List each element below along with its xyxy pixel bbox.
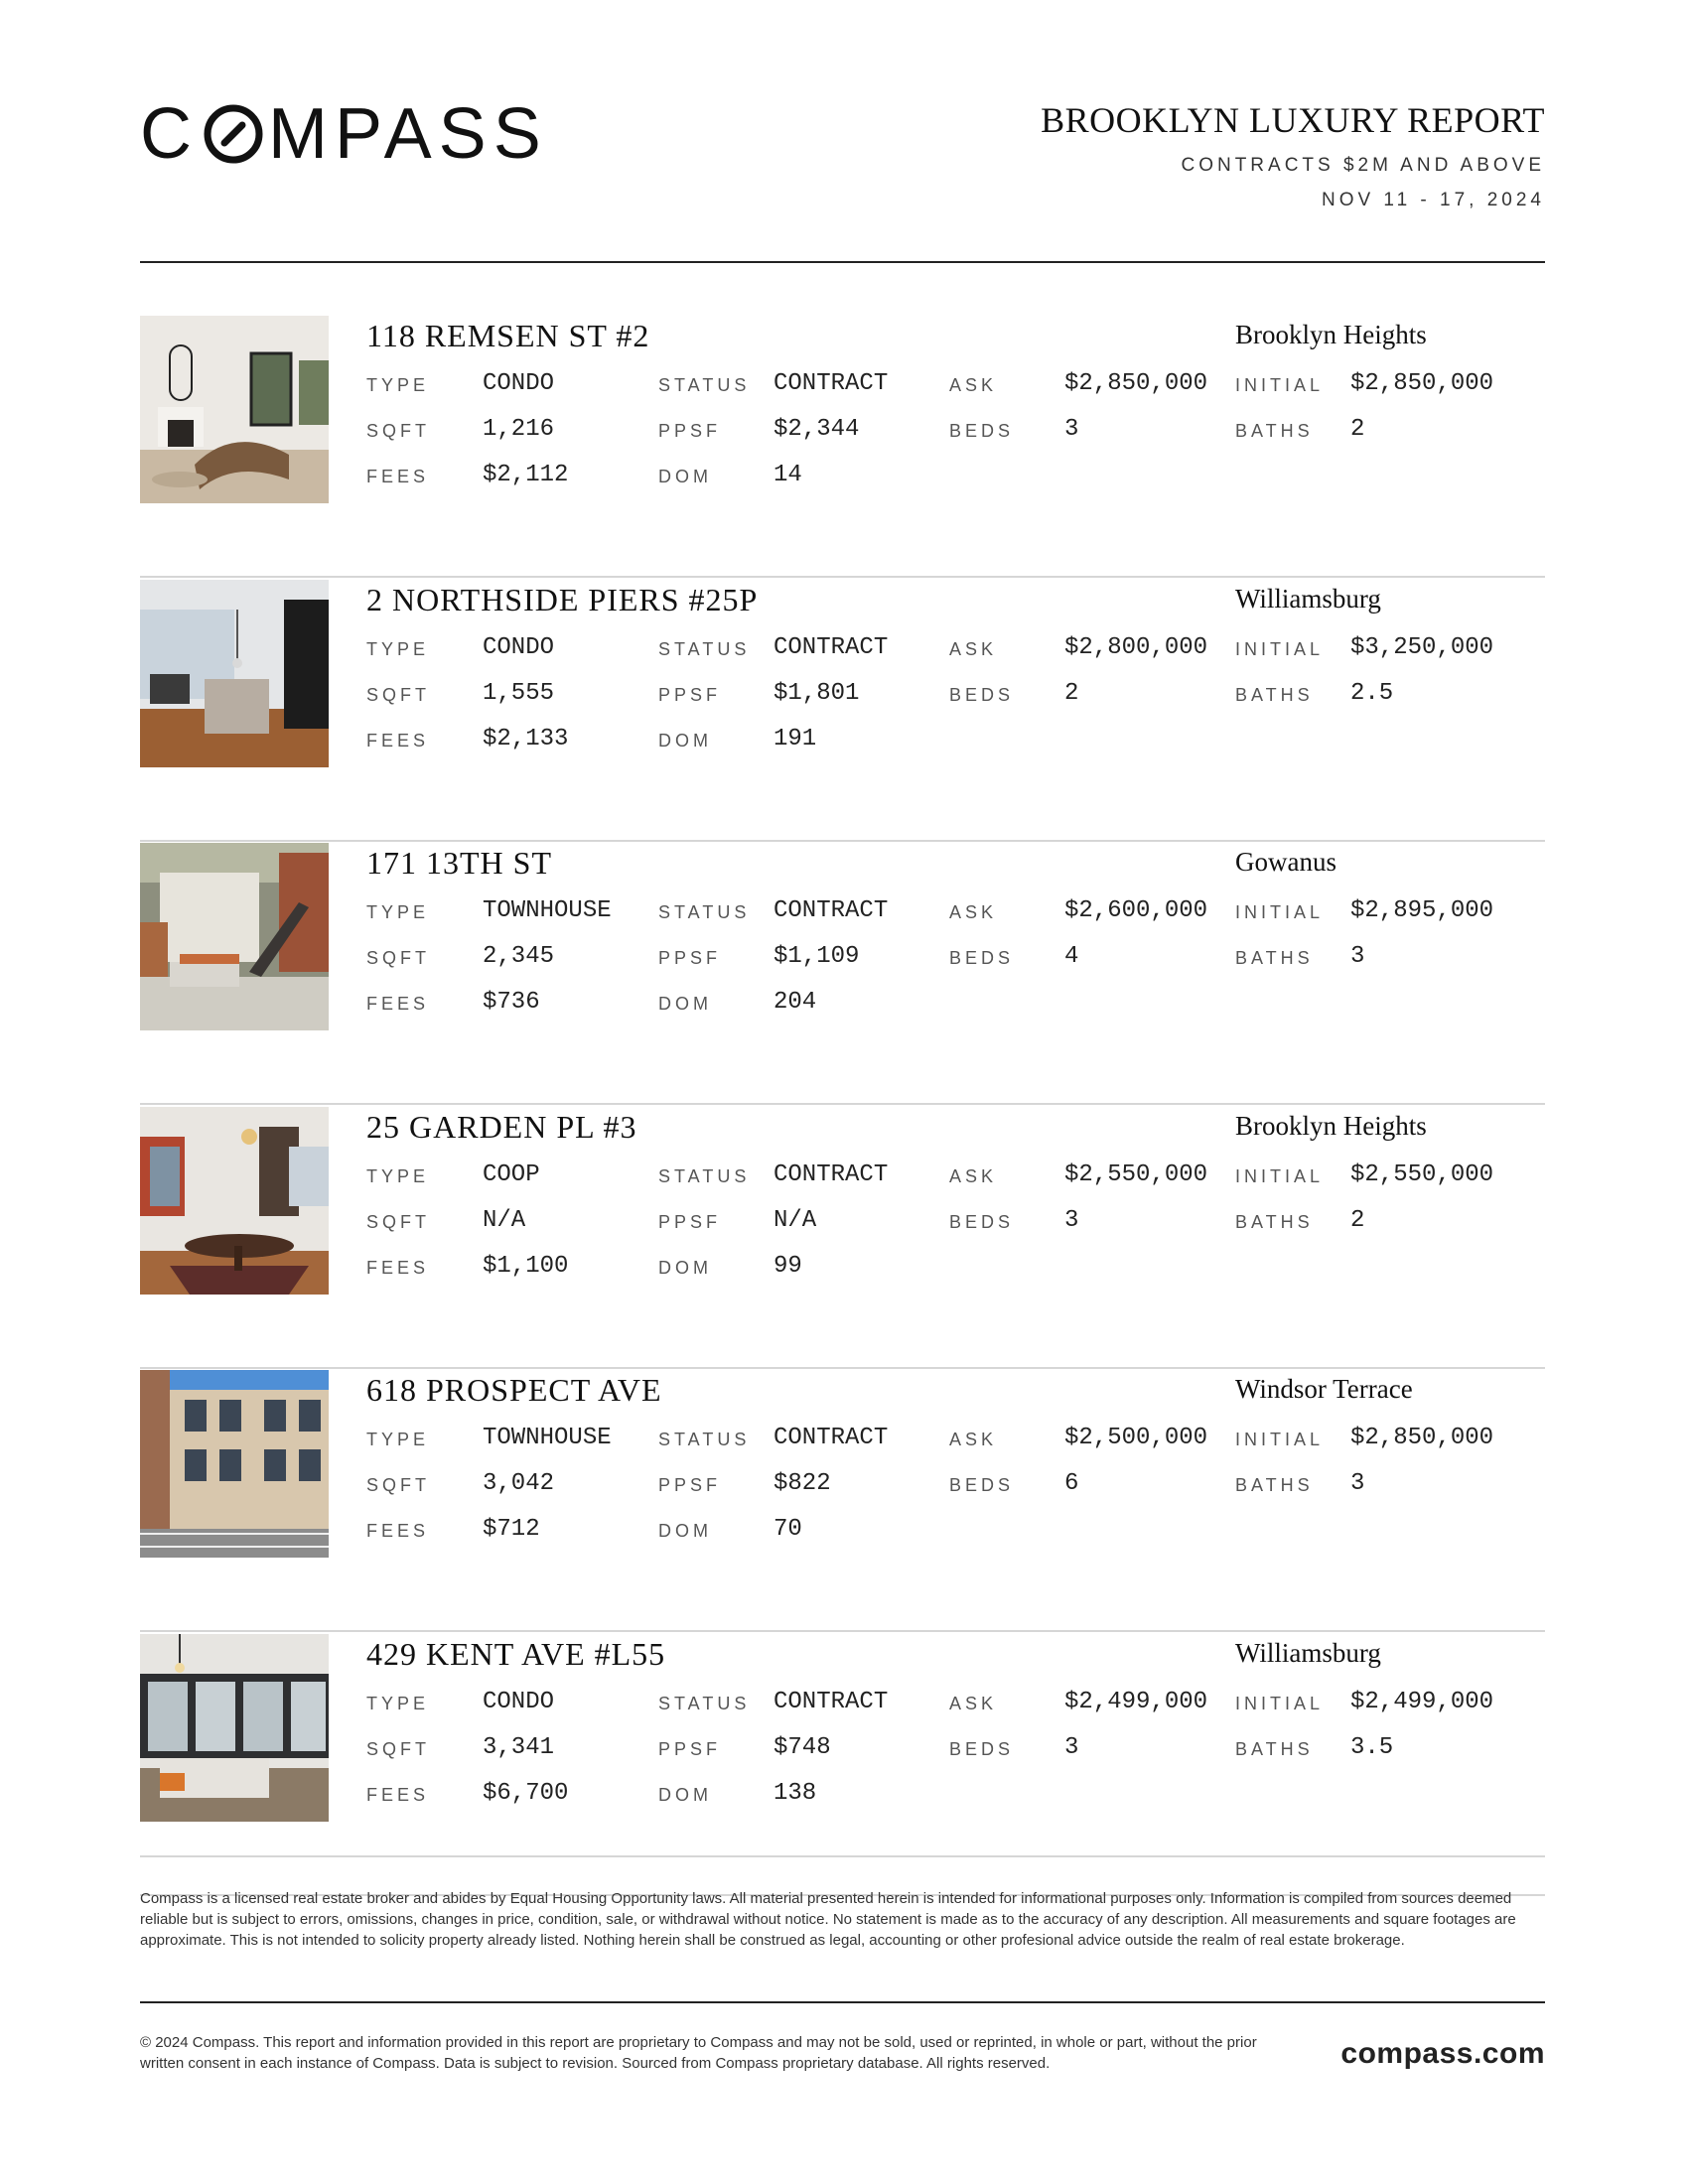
label-sqft: SQFT <box>366 1475 430 1495</box>
value-initial: $2,499,000 <box>1350 1688 1494 1715</box>
property-photo-image <box>140 316 329 503</box>
label-fees: FEES <box>366 730 430 751</box>
value-dom: 191 <box>774 725 817 752</box>
value-status: CONTRACT <box>774 897 889 924</box>
value-ask: $2,850,000 <box>1064 370 1208 397</box>
compass-logo: C MPASS <box>140 94 548 174</box>
label-ppsf: PPSF <box>658 1475 722 1495</box>
report-title: BROOKLYN LUXURY REPORT <box>1041 100 1545 140</box>
label-dom: DOM <box>658 1257 712 1278</box>
listing-address[interactable]: 618 PROSPECT AVE <box>366 1372 662 1408</box>
label-type: TYPE <box>366 375 430 395</box>
value-fees: $712 <box>483 1516 540 1543</box>
label-ask: ASK <box>949 1165 998 1186</box>
value-baths: 2.5 <box>1350 679 1394 707</box>
label-status: STATUS <box>658 1165 751 1186</box>
label-status: STATUS <box>658 638 751 659</box>
label-dom: DOM <box>658 994 712 1014</box>
value-type: CONDO <box>483 370 555 397</box>
listing-neighborhood: Windsor Terrace <box>1235 1374 1413 1404</box>
value-baths: 2 <box>1350 1206 1365 1234</box>
listing-address[interactable]: 118 REMSEN ST #2 <box>366 318 650 353</box>
value-type: TOWNHOUSE <box>483 1425 612 1451</box>
label-type: TYPE <box>366 902 430 922</box>
label-beds: BEDS <box>949 948 1015 968</box>
label-type: TYPE <box>366 1693 430 1713</box>
listing-divider <box>140 576 1545 578</box>
label-ask: ASK <box>949 375 998 395</box>
label-status: STATUS <box>658 375 751 395</box>
label-beds: BEDS <box>949 1738 1015 1759</box>
label-initial: INITIAL <box>1235 375 1325 395</box>
label-ask: ASK <box>949 1693 998 1713</box>
value-beds: 3 <box>1064 416 1079 443</box>
listing-neighborhood: Williamsburg <box>1235 583 1381 614</box>
value-status: CONTRACT <box>774 1425 889 1451</box>
listing-address[interactable]: 429 KENT AVE #L55 <box>366 1635 666 1672</box>
value-dom: 70 <box>774 1516 802 1543</box>
listing-row <box>140 580 1545 842</box>
label-status: STATUS <box>658 902 751 922</box>
value-sqft: 3,341 <box>483 1733 555 1761</box>
label-type: TYPE <box>366 1165 430 1186</box>
listing-neighborhood: Williamsburg <box>1235 1637 1381 1668</box>
property-photo-image <box>140 1634 329 1822</box>
label-sqft: SQFT <box>366 421 430 441</box>
listing-neighborhood: Gowanus <box>1235 847 1336 877</box>
value-initial: $2,895,000 <box>1350 897 1494 924</box>
legal-disclaimer: Compass is a licensed real estate broker and abides by Equal Housing Opportunity laws. All material presented herein is intended for informational purposes only. Information is compiled from sources deemed reliable but is subject to errors, omissions, changes in price, condition, sale, or withdrawal without notice. No statement is made as to the accuracy of any description. All measurements and square footages are approximate. This is not intended to solicity property already listed. Nothing herein shall be construed as legal, accounting or other profesional advice outside the realm of real estate brokerage. <box>140 1890 1516 1949</box>
label-ppsf: PPSF <box>658 421 722 441</box>
label-sqft: SQFT <box>366 948 430 968</box>
label-dom: DOM <box>658 1521 712 1541</box>
listings-end-divider <box>140 1855 1545 1857</box>
label-baths: BATHS <box>1235 421 1314 441</box>
label-beds: BEDS <box>949 1211 1015 1232</box>
label-ask: ASK <box>949 902 998 922</box>
value-beds: 3 <box>1064 1733 1079 1761</box>
listing-row <box>140 316 1545 578</box>
copyright-notice: © 2024 Compass. This report and information provided in this report are proprietary to Compass and may not be sold, used or reprinted, in whole or part, without the prior written consent in each instance of Compass. Data is subject to revision. Sourced from Compass proprietary database. All rights reserved. <box>140 2034 1257 2072</box>
value-sqft: N/A <box>483 1206 526 1234</box>
label-dom: DOM <box>658 1784 712 1805</box>
value-status: CONTRACT <box>774 370 889 397</box>
report-subtitle: CONTRACTS $2M AND ABOVE <box>1181 155 1545 176</box>
value-sqft: 3,042 <box>483 1470 555 1497</box>
label-ppsf: PPSF <box>658 948 722 968</box>
label-type: TYPE <box>366 638 430 659</box>
value-initial: $2,550,000 <box>1350 1160 1494 1188</box>
listing-row <box>140 1370 1545 1632</box>
listing-row <box>140 843 1545 1105</box>
label-sqft: SQFT <box>366 1211 430 1232</box>
label-ppsf: PPSF <box>658 1211 722 1232</box>
label-ppsf: PPSF <box>658 684 722 705</box>
label-initial: INITIAL <box>1235 902 1325 922</box>
value-ppsf: $1,109 <box>774 943 860 970</box>
value-fees: $736 <box>483 989 540 1016</box>
property-photo-image <box>140 843 329 1030</box>
label-ask: ASK <box>949 638 998 659</box>
property-photo-image <box>140 1107 329 1295</box>
property-photo[interactable] <box>140 316 329 503</box>
label-beds: BEDS <box>949 421 1015 441</box>
listing-neighborhood: Brooklyn Heights <box>1235 320 1427 349</box>
value-beds: 6 <box>1064 1470 1079 1497</box>
value-ask: $2,500,000 <box>1064 1425 1208 1451</box>
value-initial: $2,850,000 <box>1350 370 1494 397</box>
value-ppsf: $1,801 <box>774 679 860 707</box>
value-beds: 4 <box>1064 943 1079 970</box>
label-baths: BATHS <box>1235 1211 1314 1232</box>
property-photo[interactable] <box>140 1634 329 1822</box>
listing-address[interactable]: 171 13TH ST <box>366 845 552 881</box>
label-baths: BATHS <box>1235 1475 1314 1495</box>
value-ask: $2,600,000 <box>1064 897 1208 924</box>
label-fees: FEES <box>366 1257 430 1278</box>
label-initial: INITIAL <box>1235 1430 1325 1449</box>
value-ppsf: N/A <box>774 1206 817 1234</box>
label-baths: BATHS <box>1235 1738 1314 1759</box>
property-photo-image <box>140 580 329 767</box>
value-initial: $2,850,000 <box>1350 1425 1494 1451</box>
label-sqft: SQFT <box>366 684 430 705</box>
label-baths: BATHS <box>1235 684 1314 705</box>
listing-divider <box>140 1367 1545 1369</box>
label-fees: FEES <box>366 1521 430 1541</box>
listing-divider <box>140 840 1545 842</box>
value-status: CONTRACT <box>774 1160 889 1188</box>
value-ppsf: $748 <box>774 1733 831 1761</box>
header-divider <box>140 261 1545 263</box>
value-status: CONTRACT <box>774 1688 889 1715</box>
label-fees: FEES <box>366 467 430 486</box>
value-type: COOP <box>483 1160 540 1188</box>
value-type: CONDO <box>483 1688 555 1715</box>
label-initial: INITIAL <box>1235 638 1325 659</box>
value-sqft: 2,345 <box>483 943 555 970</box>
value-fees: $1,100 <box>483 1252 569 1280</box>
label-dom: DOM <box>658 467 712 486</box>
value-beds: 3 <box>1064 1206 1079 1234</box>
value-fees: $2,133 <box>483 725 569 752</box>
label-fees: FEES <box>366 1784 430 1805</box>
value-type: TOWNHOUSE <box>483 897 612 924</box>
value-ppsf: $2,344 <box>774 416 860 443</box>
listing-row <box>140 1107 1545 1369</box>
value-ppsf: $822 <box>774 1470 831 1497</box>
value-dom: 14 <box>774 462 802 488</box>
property-photo-image <box>140 1370 329 1558</box>
label-type: TYPE <box>366 1430 430 1449</box>
label-beds: BEDS <box>949 1475 1015 1495</box>
label-ppsf: PPSF <box>658 1738 722 1759</box>
value-baths: 3 <box>1350 1470 1365 1497</box>
label-sqft: SQFT <box>366 1738 430 1759</box>
property-photo[interactable] <box>140 1370 329 1558</box>
listing-address[interactable]: 2 NORTHSIDE PIERS #25P <box>366 581 759 617</box>
value-type: CONDO <box>483 633 555 661</box>
value-dom: 138 <box>774 1779 817 1807</box>
value-ask: $2,499,000 <box>1064 1688 1208 1715</box>
compass-o-icon <box>203 103 264 165</box>
value-sqft: 1,555 <box>483 679 555 707</box>
label-status: STATUS <box>658 1430 751 1449</box>
website-link[interactable]: compass.com <box>1340 2037 1545 2070</box>
value-baths: 3.5 <box>1350 1733 1394 1761</box>
value-ask: $2,550,000 <box>1064 1160 1208 1188</box>
label-initial: INITIAL <box>1235 1693 1325 1713</box>
property-photo[interactable] <box>140 1107 329 1295</box>
property-photo[interactable] <box>140 580 329 767</box>
listing-divider <box>140 1103 1545 1105</box>
listing-neighborhood: Brooklyn Heights <box>1235 1110 1427 1141</box>
label-dom: DOM <box>658 730 712 751</box>
value-baths: 3 <box>1350 943 1365 970</box>
listing-divider <box>140 1630 1545 1632</box>
label-baths: BATHS <box>1235 948 1314 968</box>
value-initial: $3,250,000 <box>1350 633 1494 661</box>
value-dom: 99 <box>774 1252 802 1280</box>
value-status: CONTRACT <box>774 633 889 661</box>
label-beds: BEDS <box>949 684 1015 705</box>
value-beds: 2 <box>1064 679 1079 707</box>
label-fees: FEES <box>366 994 430 1014</box>
footer-divider <box>140 2001 1545 2003</box>
report-page <box>140 0 1545 2184</box>
value-sqft: 1,216 <box>483 416 555 443</box>
label-status: STATUS <box>658 1693 751 1713</box>
property-photo[interactable] <box>140 843 329 1030</box>
label-initial: INITIAL <box>1235 1165 1325 1186</box>
value-baths: 2 <box>1350 416 1365 443</box>
label-ask: ASK <box>949 1430 998 1449</box>
value-ask: $2,800,000 <box>1064 633 1208 661</box>
value-fees: $6,700 <box>483 1779 569 1807</box>
value-fees: $2,112 <box>483 462 569 488</box>
listing-address[interactable]: 25 GARDEN PL #3 <box>366 1108 637 1145</box>
value-dom: 204 <box>774 989 817 1016</box>
report-date-range: NOV 11 - 17, 2024 <box>1321 190 1545 210</box>
